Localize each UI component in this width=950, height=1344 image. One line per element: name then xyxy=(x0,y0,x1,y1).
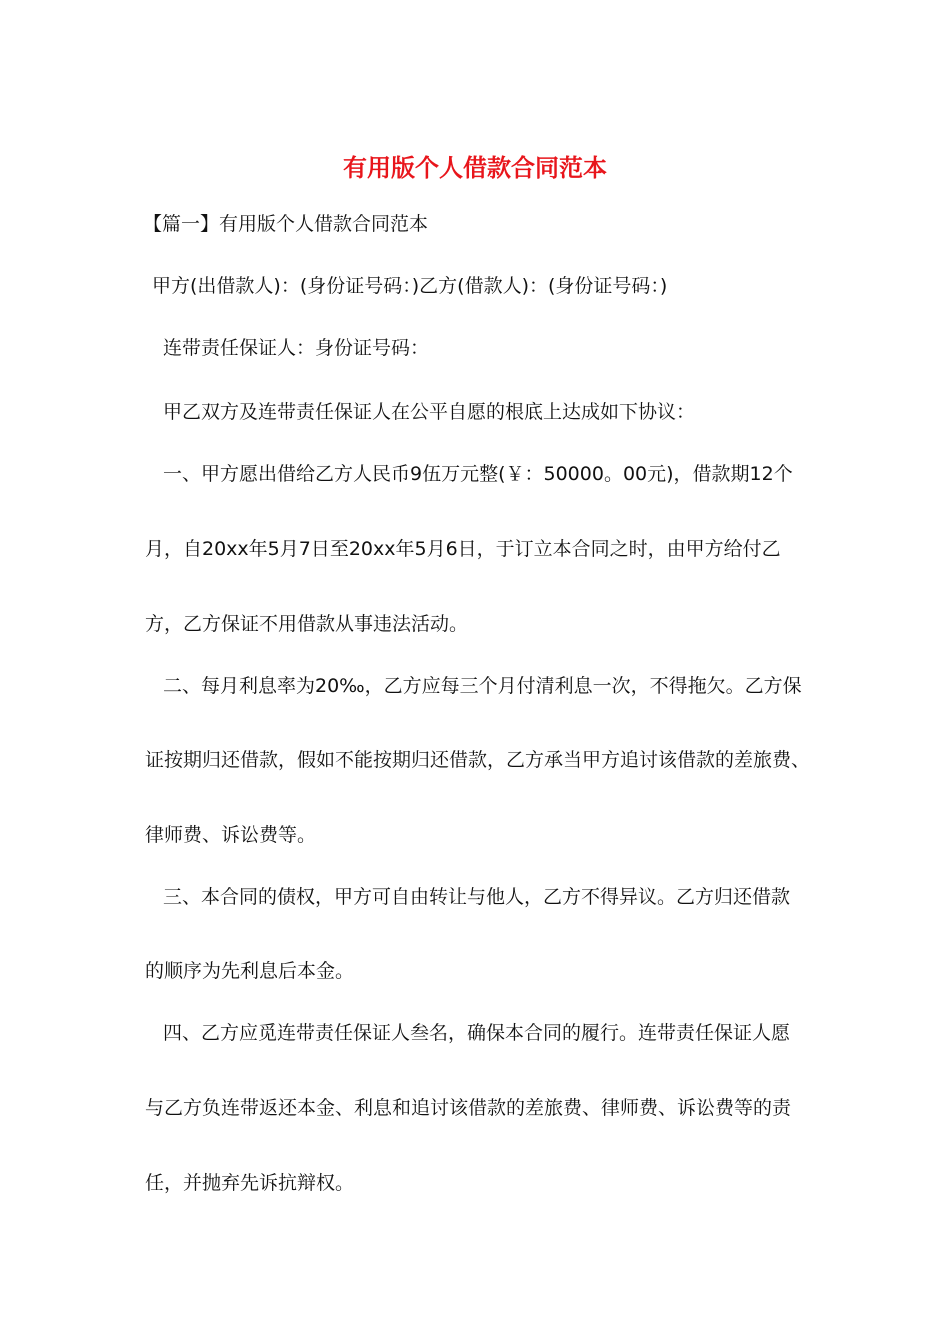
clause-2-line-2: 证按期归还借款，假如不能按期归还借款，乙方承当甲方追讨该借款的差旅费、 xyxy=(145,749,811,771)
party-info-line: 甲方(出借款人)：(身份证号码：)乙方(借款人)：(身份证号码：) xyxy=(152,275,668,297)
clause-1-line-3: 方，乙方保证不用借款从事违法活动。 xyxy=(145,613,469,635)
document-title: 有用版个人借款合同范本 xyxy=(343,153,607,182)
agreement-intro: 甲乙双方及连带责任保证人在公平自愿的根底上达成如下协议： xyxy=(163,401,696,423)
clause-2-line-1: 二、每月利息率为20‰，乙方应每三个月付清利息一次，不得拖欠。乙方保 xyxy=(163,675,802,697)
clause-2-line-3: 律师费、诉讼费等。 xyxy=(145,824,317,846)
clause-1-line-1: 一、甲方愿出借给乙方人民币9伍万元整(￥：50000。00元)，借款期12个 xyxy=(163,463,793,485)
clause-4-line-1: 四、乙方应觅连带责任保证人叁名，确保本合同的履行。连带责任保证人愿 xyxy=(163,1022,791,1044)
clause-1-line-2: 月，自20xx年5月7日至20xx年5月6日，于订立本合同之时，由甲方给付乙 xyxy=(145,538,781,560)
clause-3-line-2: 的顺序为先利息后本金。 xyxy=(145,960,355,982)
clause-4-line-3: 任，并抛弃先诉抗辩权。 xyxy=(145,1172,355,1194)
clause-3-line-1: 三、本合同的债权，甲方可自由转让与他人，乙方不得异议。乙方归还借款 xyxy=(163,886,791,908)
clause-4-line-2: 与乙方负连带返还本金、利息和追讨该借款的差旅费、律师费、诉讼费等的责 xyxy=(145,1097,792,1119)
guarantor-line: 连带责任保证人：身份证号码： xyxy=(163,337,430,359)
section-label: 【篇一】有用版个人借款合同范本 xyxy=(143,213,429,235)
